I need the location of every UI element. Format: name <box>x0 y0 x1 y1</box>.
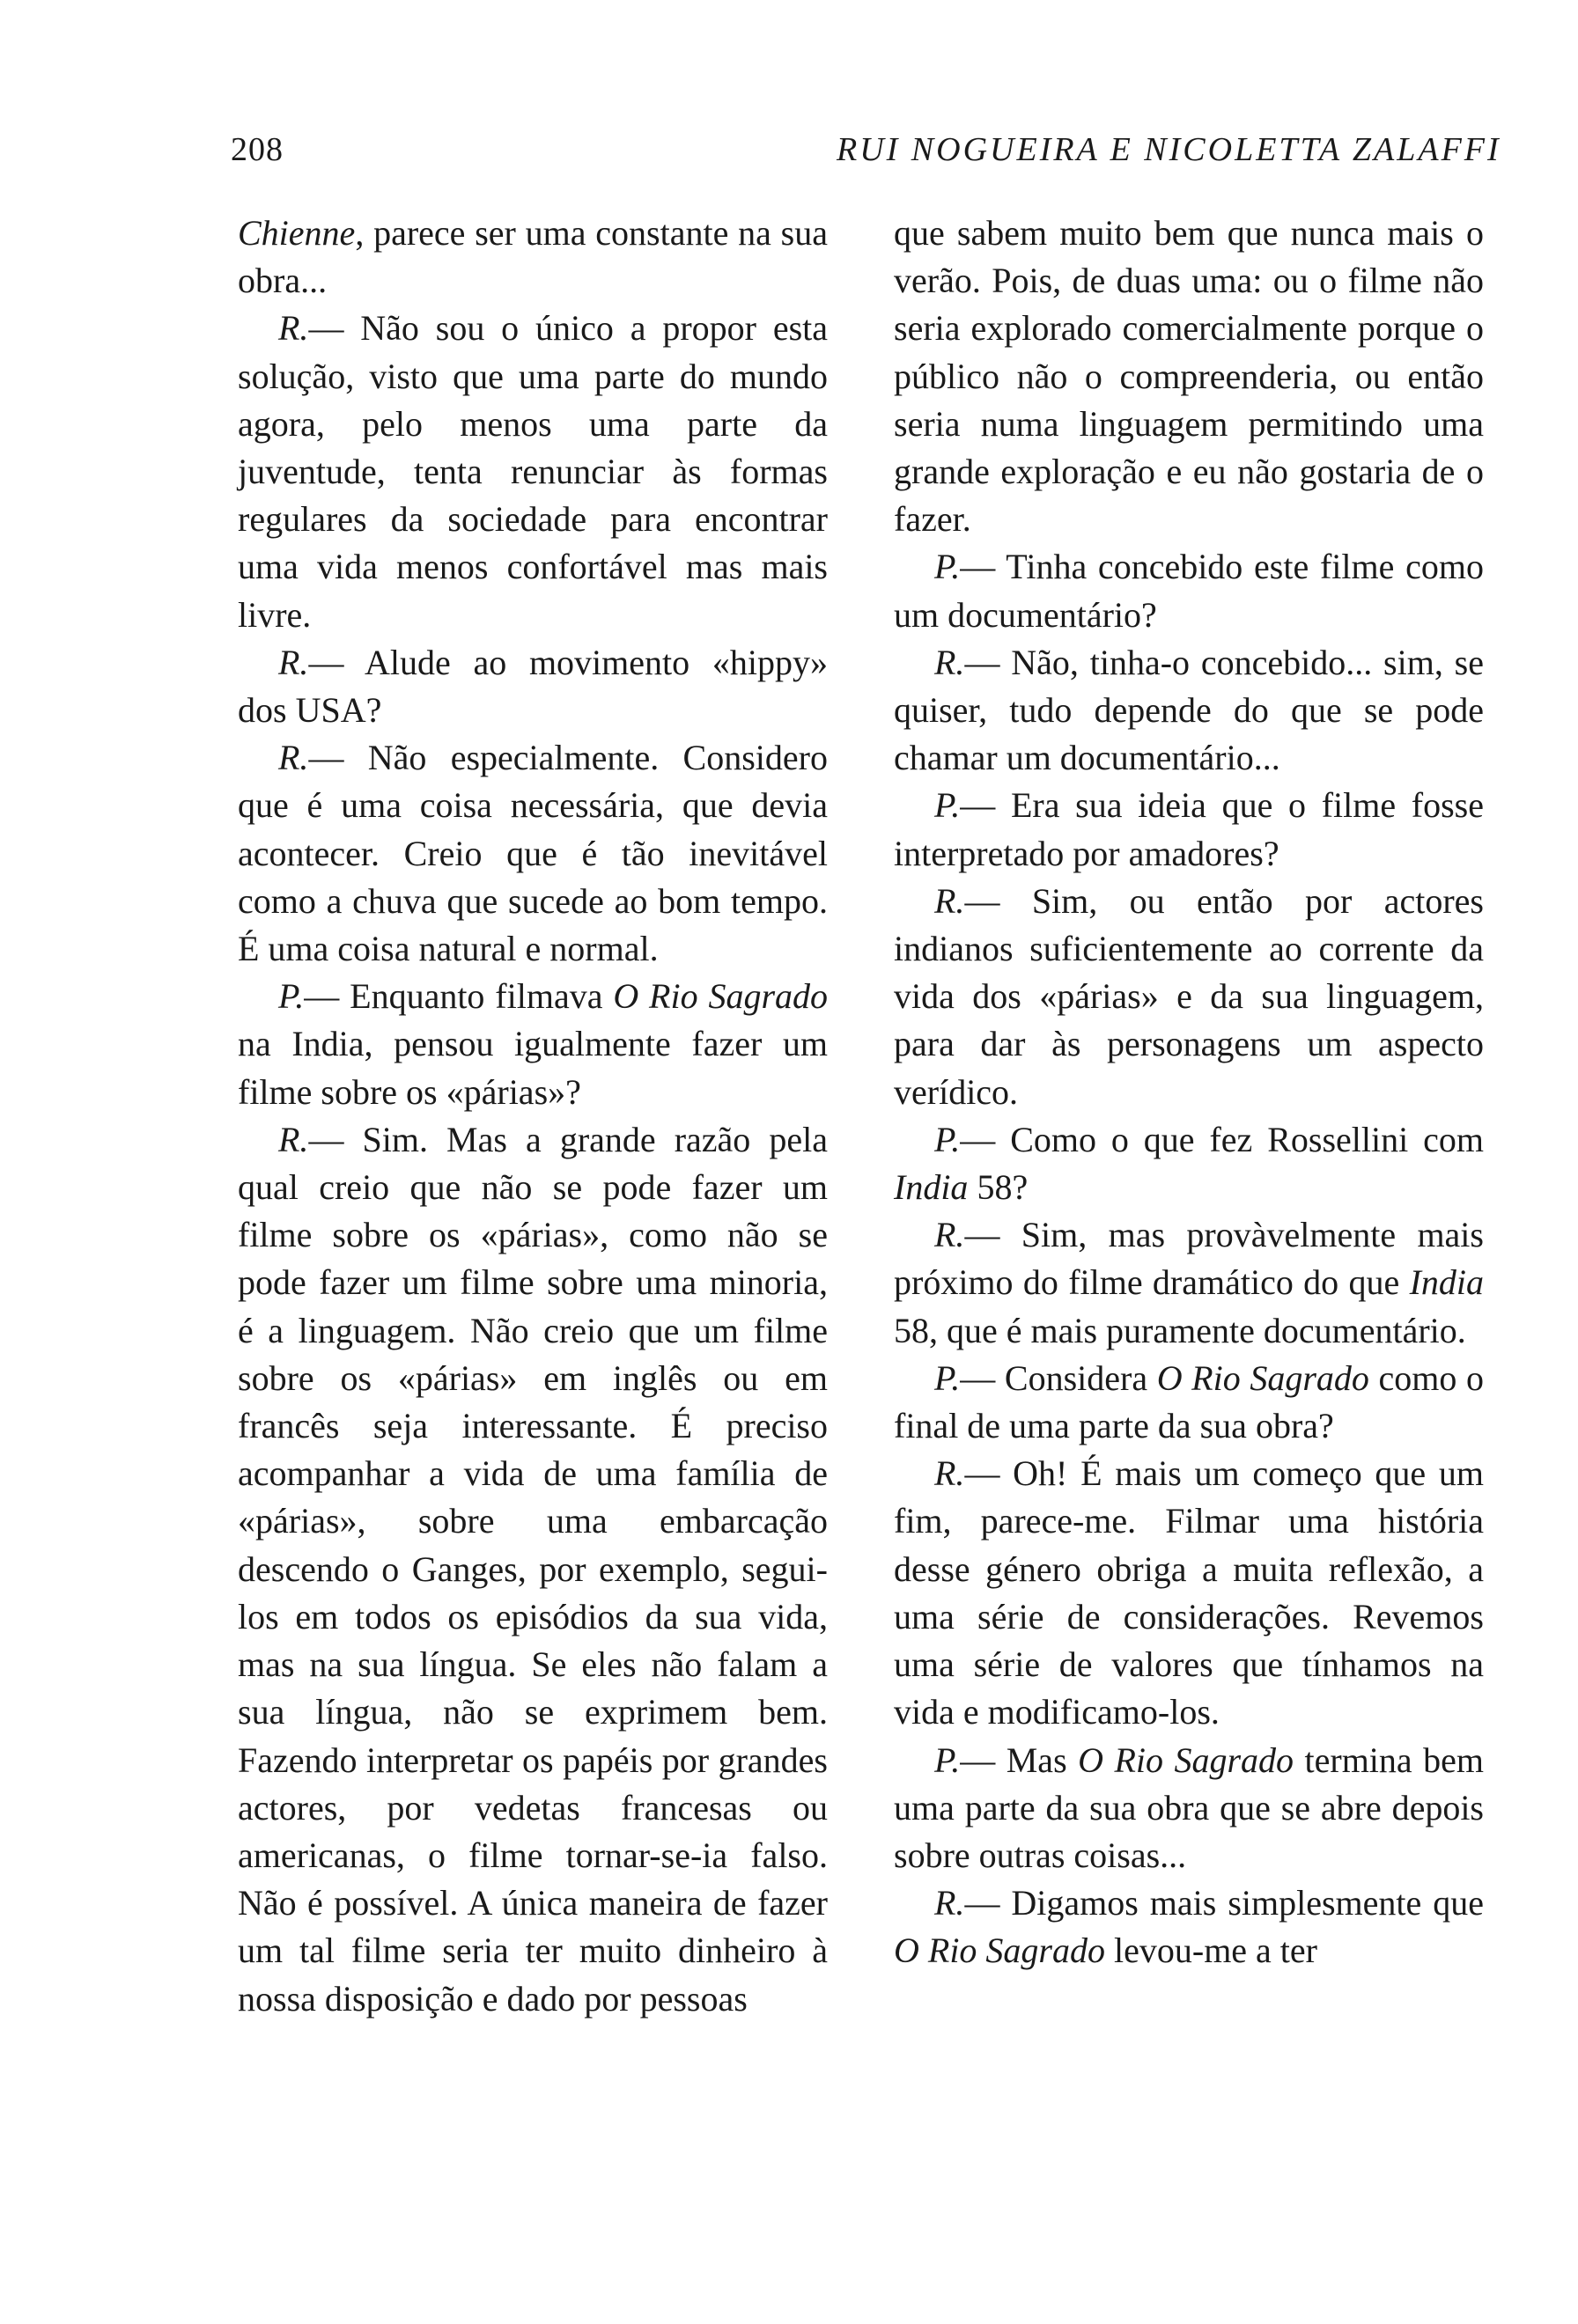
italic-text: India <box>894 1167 969 1208</box>
body-text: 58, que é mais puramente documentário. <box>894 1310 1466 1350</box>
italic-text: P. <box>278 976 305 1017</box>
body-text: — Sim, mas provàvelmente mais próximo do filme dramático do que <box>894 1215 1484 1303</box>
italic-text: R. <box>278 642 309 682</box>
italic-text: R. <box>278 738 309 778</box>
paragraph <box>238 1116 828 2023</box>
body-text: — Oh! É mais um começo que um fim, parece-me. Filmar uma história desse género obriga a muita reflexão, a uma série de considerações. Revemos uma série de valores que tínhamos na vida e modificamo-los. <box>894 1453 1484 1732</box>
body-text: , parece ser uma constante na sua obra... <box>238 213 828 301</box>
paragraph <box>894 1450 1484 1736</box>
italic-text: R. <box>278 1119 309 1159</box>
italic-text: R. <box>934 880 965 921</box>
paragraph <box>238 305 828 638</box>
body-text: — Era sua ideia que o filme fosse interpretado por amadores? <box>894 785 1484 873</box>
italic-text: R. <box>934 1883 965 1923</box>
paragraph <box>894 1116 1484 1211</box>
paragraph <box>894 543 1484 638</box>
italic-text: P. <box>934 1119 961 1159</box>
body-text: — Não especialmente. Considero que é uma coisa necessária, que devia acontecer. Creio que é tão inevitável como a chuva que sucede ao bom tempo. É uma coisa natural e normal. <box>238 738 828 969</box>
body-text: na India, pensou igualmente fazer um filme sobre os «párias»? <box>238 1024 828 1112</box>
italic-text: R. <box>934 1215 965 1255</box>
paragraph <box>238 973 828 1116</box>
paragraph <box>238 734 828 973</box>
italic-text: O Rio Sagrado <box>894 1931 1105 1971</box>
left-column <box>238 210 828 2023</box>
paragraph <box>238 639 828 734</box>
body-text: — Sim, ou então por actores indianos suficientemente ao corrente da vida dos «párias» e da sua linguagem, para dar às personagens um aspecto verídico. <box>894 880 1484 1112</box>
body-text: termina bem uma parte da sua obra que se abre depois sobre outras coisas... <box>894 1739 1485 1875</box>
italic-text: India <box>1409 1262 1484 1303</box>
paragraph <box>894 1211 1484 1355</box>
italic-text: R. <box>934 1453 965 1494</box>
paragraph <box>894 1737 1484 1880</box>
page-number: 208 <box>231 131 284 168</box>
running-title: RUI NOGUEIRA E NICOLETTA ZALAFFI <box>837 131 1501 168</box>
body-text: levou-me a ter <box>1105 1931 1317 1971</box>
italic-text: Chienne <box>238 213 356 253</box>
paragraph <box>894 1879 1484 1975</box>
italic-text: P. <box>934 1739 961 1780</box>
italic-text: R. <box>934 642 965 682</box>
paragraph <box>894 782 1484 877</box>
paragraph <box>894 1355 1484 1450</box>
italic-text: P. <box>934 785 961 826</box>
italic-text: O Rio Sagrado <box>613 976 829 1017</box>
body-text: — Sim. Mas a grande razão pela qual creio que não se pode fazer um filme sobre os «párias», como não se pode fazer um filme sobre uma minoria, é a linguagem. Não creio que um filme sobre os «párias» em inglês ou em francês seja interessante. É preciso acompanhar a vida de uma família de «párias», sobre uma embarcação descendo o Ganges, por exemplo, segui-los em todos os episódios da sua vida, mas na sua língua. Se eles não falam a sua língua, não se exprimem bem. Fazendo interpretar os papéis por grandes actores, por vedetas francesas ou americanas, o filme tornar-se-ia falso. Não é possível. A única maneira de fazer um tal filme seria ter muito dinheiro à nossa disposição e dado por pessoas <box>238 1119 828 2019</box>
paragraph <box>894 639 1484 783</box>
paragraph <box>894 210 1484 543</box>
body-text: que sabem muito bem que nunca mais o verão. Pois, de duas uma: ou o filme não seria explorado comercialmente porque o público não o compreenderia, ou então seria numa linguagem permitindo uma grande exploração e eu não gostaria de o fazer. <box>894 213 1484 540</box>
italic-text: O Rio Sagrado <box>1078 1739 1294 1780</box>
paragraph <box>238 210 828 305</box>
body-text: — Como o que fez Rossellini com <box>960 1119 1484 1159</box>
body-text: — Enquanto filmava <box>304 976 614 1017</box>
body-text: — Digamos mais simplesmente que <box>964 1883 1484 1923</box>
body-text: — Mas <box>960 1739 1079 1780</box>
body-text: — Considera <box>960 1357 1157 1398</box>
italic-text: R. <box>278 308 309 349</box>
right-column <box>894 210 1484 1975</box>
body-text: 58? <box>968 1167 1029 1208</box>
body-text: como o final de uma parte da sua obra? <box>894 1357 1484 1446</box>
italic-text: P. <box>934 547 961 587</box>
italic-text: O Rio Sagrado <box>1156 1357 1369 1398</box>
paragraph <box>894 878 1484 1116</box>
italic-text: P. <box>934 1357 961 1398</box>
body-text: — Tinha concebido este filme como um documentário? <box>894 547 1484 635</box>
body-text: — Não sou o único a propor esta solução, visto que uma parte do mundo agora, pelo menos uma parte da juventude, tenta renunciar às formas regulares da sociedade para encontrar uma vida menos confortável mas mais livre. <box>238 308 828 635</box>
body-text: — Alude ao movimento «hippy» dos USA? <box>238 642 828 731</box>
body-text: — Não, tinha-o concebido... sim, se quiser, tudo depende do que se pode chamar um documentário... <box>894 642 1484 778</box>
